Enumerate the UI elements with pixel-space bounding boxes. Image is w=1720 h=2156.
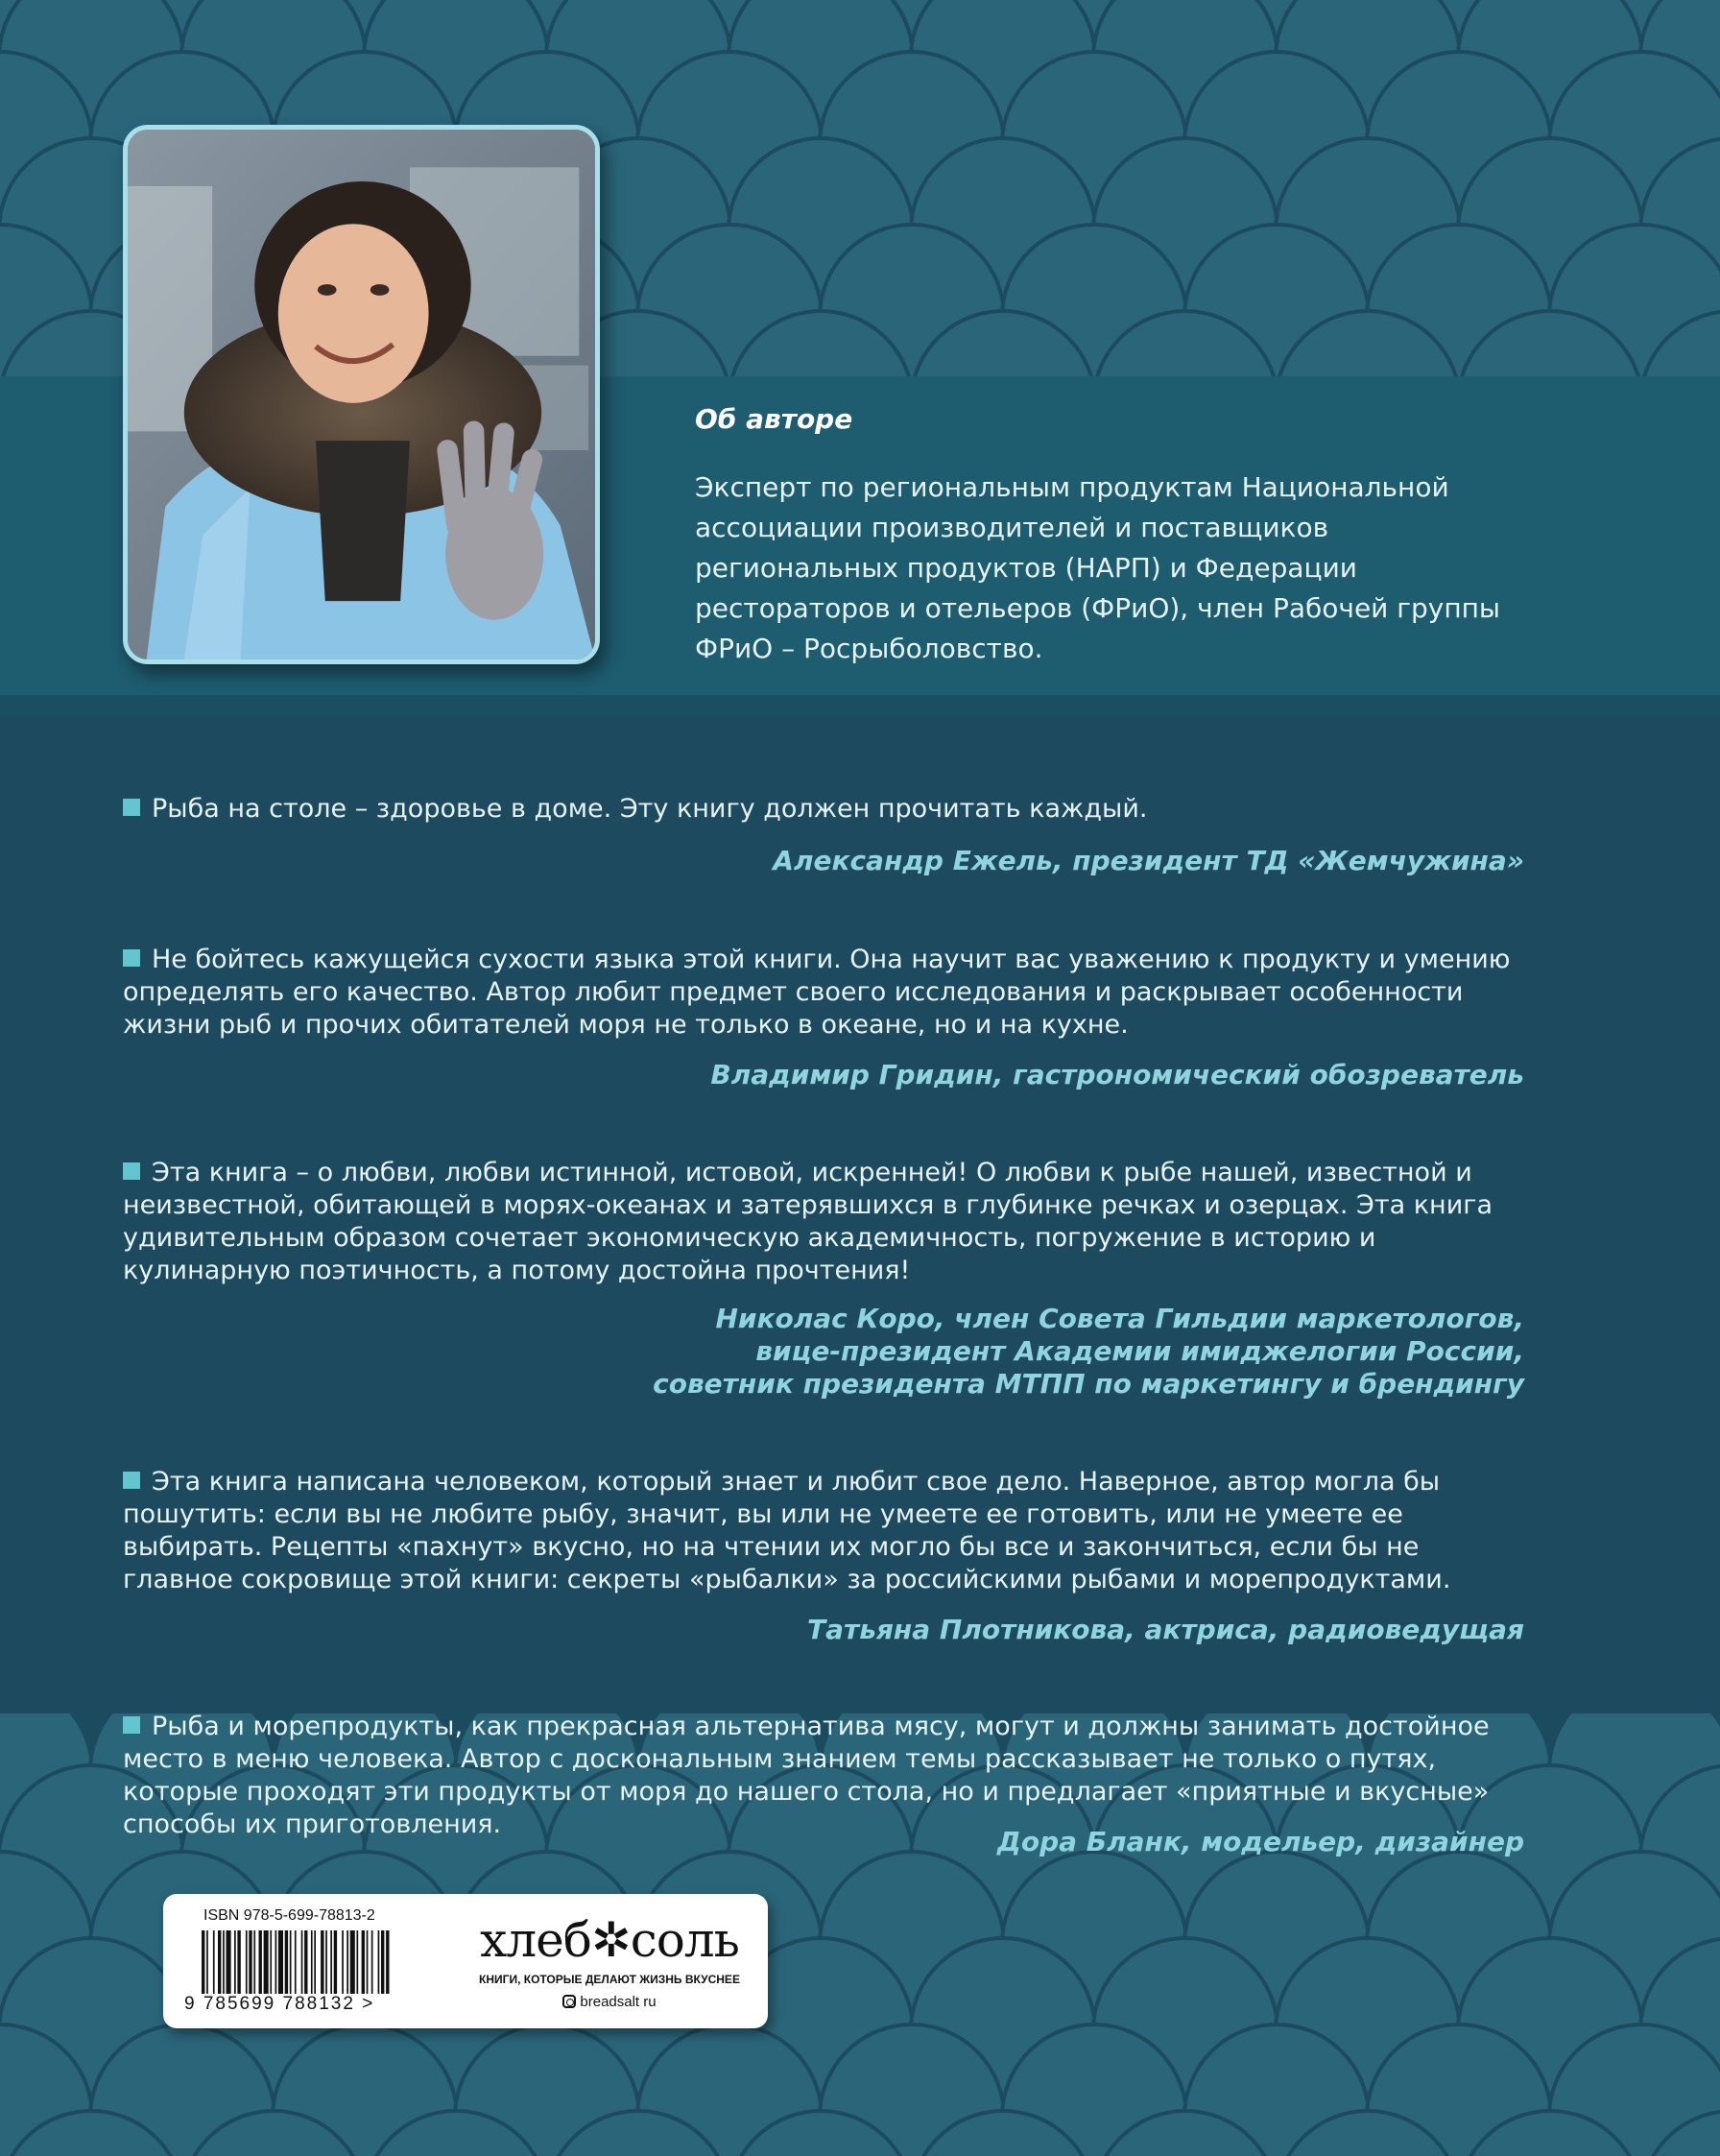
review-text [123, 1157, 1524, 1287]
bullet-square-icon [123, 1716, 140, 1734]
review-author: Александр Ежель, президент ТД «Жемчужина» [773, 845, 1524, 876]
section-divider [0, 695, 1720, 716]
review-text [123, 944, 1524, 1042]
review-author: Дора Бланк, модельер, дизайнер [996, 1826, 1524, 1857]
bullet-square-icon [123, 799, 140, 816]
review-5 [123, 1711, 1524, 1864]
publisher-barcode-box [163, 1894, 768, 2028]
review-quote: Рыба и морепродукты, как прекрасная альтернатива мясу, могут и должны занимать достойное место в меню человека. Автор с доскональным знанием темы рассказывает не только о путях, которые проходят эти продукты от моря до нашего стола, но и предлагает «приятные и вкусные» способы их приготовления. [123, 1712, 1490, 1839]
author-portrait-icon [128, 130, 595, 659]
about-author-title: Об авторе [695, 403, 853, 435]
bullet-square-icon [123, 1472, 140, 1489]
review-text [123, 793, 1524, 826]
review-2 [123, 944, 1524, 1097]
barcode-icon [202, 1930, 453, 1994]
review-4 [123, 1466, 1524, 1658]
barcode-digits: 9 785699 788132 > [184, 1994, 375, 2014]
review-1 [123, 793, 1524, 889]
review-author: Татьяна Плотникова, актриса, радиоведущая [807, 1614, 1524, 1645]
review-3 [123, 1157, 1524, 1406]
review-quote: Эта книга написана человеком, который знает и любит свое дело. Наверное, автор могла бы пошутить: если вы не любите рыбу, значит, вы или не умеете ее готовить, или не умеете ее выбирать. Рецепты «пахнут» вкусно, но на чтении их могло бы все и закончиться, если бы не главное сокровище этой книги: секреты «рыбалки» за российскими рыбами и морепродуктами. [123, 1467, 1451, 1594]
review-quote: Рыба на столе – здоровье в доме. Эту книгу должен прочитать каждый. [152, 794, 1148, 824]
review-quote: Эта книга – о любви, любви истинной, истовой, искренней! О любви к рыбе нашей, известной и неизвестной, обитающей в морях-океанах и затерявшихся в глубинке речках и озерцах. Эта книга удивительным образом сочетает экономическую академичность, погружение в историю и кулинарную поэтичность, а потому достойна прочтения! [123, 1158, 1493, 1285]
review-author: Николас Коро, член Совета Гильдии маркетологов, вице-президент Академии имиджелогии России, советник президента МТПП по маркетингу и брендингу [653, 1303, 1524, 1400]
isbn-label: ISBN 978-5-699-78813-2 [203, 1907, 375, 1924]
about-author-text: Эксперт по региональным продуктам Национальной ассоциации производителей и поставщиков региональных продуктов (НАРП) и Федерации рестораторов и отельеров (ФРиО), член Рабочей группы ФРиО – Росрыболовство. [695, 471, 1501, 664]
instagram-icon [562, 1995, 576, 2008]
review-text [123, 1466, 1524, 1596]
review-text [123, 1711, 1524, 1841]
bullet-square-icon [123, 949, 140, 967]
publisher-logo: хлеб✲соль [480, 1912, 739, 1968]
review-author: Владимир Гридин, гастрономический обозреватель [710, 1059, 1524, 1090]
review-quote: Не бойтесь кажущейся сухости языка этой книги. Она научит вас уважению к продукту и умению определять его качество. Автор любит предмет своего исследования и раскрывает особенности жизни рыб и прочих обитателей моря не только в океане, но и на кухне. [123, 945, 1511, 1040]
author-photo [123, 125, 600, 664]
publisher-slogan: КНИГИ, КОТОРЫЕ ДЕЛАЮТ ЖИЗНЬ ВКУСНЕЕ [479, 1973, 740, 1986]
publisher-site [451, 1994, 768, 2010]
bullet-square-icon [123, 1162, 140, 1180]
publisher-site-text: breadsalt ru [580, 1994, 657, 2010]
